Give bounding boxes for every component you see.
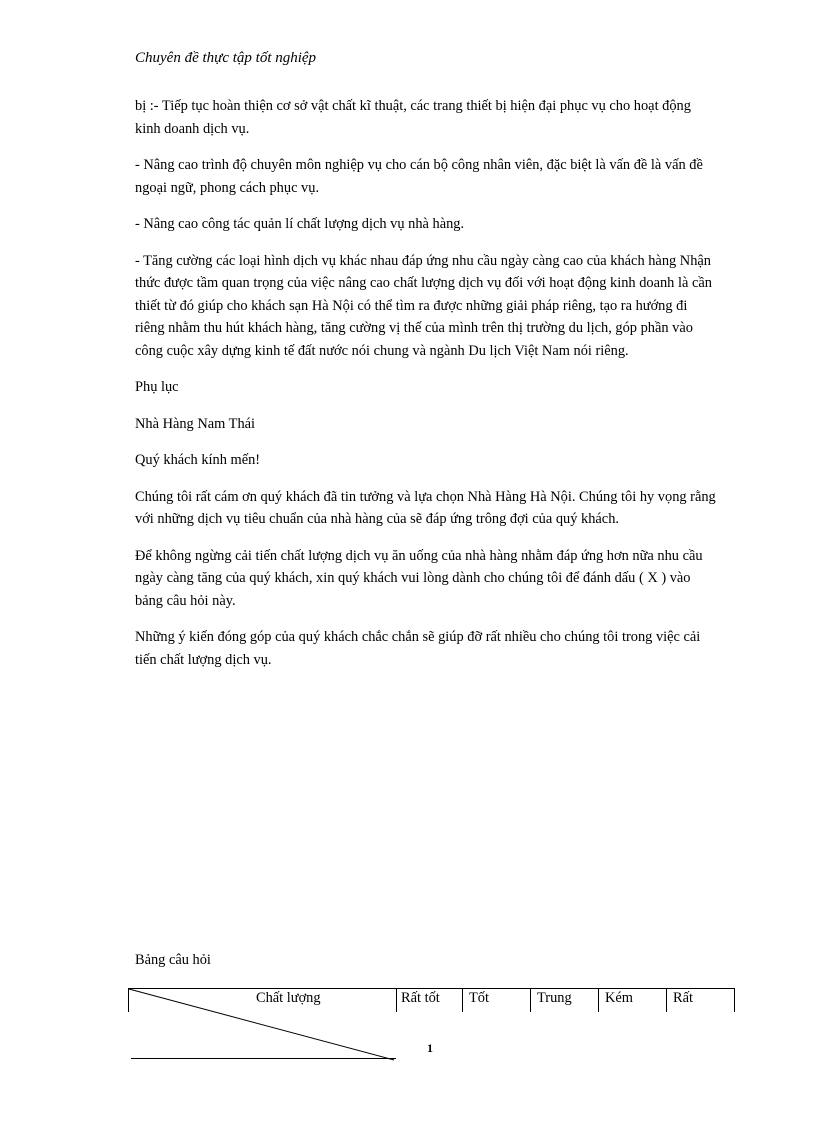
paragraph-thanks: Chúng tôi rất cám ơn quý khách đã tin tưởng và lựa chọn Nhà Hàng Hà Nội. Chúng tôi hy vọng rằng với những dịch vụ tiêu chuẩn của nhà hàng của sẽ đáp ứng trông đợi của quý khách. bbox=[135, 488, 716, 527]
column-header-very: Rất bbox=[673, 990, 693, 1006]
paragraph-2: - Nâng cao trình độ chuyên môn nghiệp vụ cho cán bộ công nhân viên, đặc biệt là vấn đề là vấn đề ngoại ngữ, phong cách phục vụ. bbox=[135, 157, 703, 196]
table-border bbox=[598, 988, 599, 1012]
paragraph-request: Để không ngừng cải tiến chất lượng dịch vụ ăn uống của nhà hàng nhằm đáp ứng hơn nữa nhu cầu ngày càng tăng của quý khách, xin quý khách vui lòng dành cho chúng tôi để đánh dấu ( X ) vào bảng câu hỏi này. bbox=[135, 547, 703, 609]
column-header-good: Tốt bbox=[469, 990, 489, 1006]
appendix-heading: Phụ lục bbox=[135, 379, 179, 395]
paragraph-1: bị :- Tiếp tục hoàn thiện cơ sở vật chất kĩ thuật, các trang thiết bị hiện đại phục vụ cho hoạt động kinh doanh dịch vụ. bbox=[135, 98, 691, 137]
paragraph-3: - Nâng cao công tác quản lí chất lượng dịch vụ nhà hàng. bbox=[135, 216, 465, 232]
paragraph-closing: Những ý kiến đóng góp của quý khách chắc chắn sẽ giúp đỡ rất nhiều cho chúng tôi trong việc cải tiến chất lượng dịch vụ. bbox=[135, 629, 701, 668]
table-border bbox=[462, 988, 463, 1012]
column-header-very-good: Rất tốt bbox=[401, 990, 440, 1006]
column-header-quality: Chất lượng bbox=[256, 990, 321, 1006]
table-border bbox=[666, 988, 667, 1012]
restaurant-name: Nhà Hàng Nam Thái bbox=[135, 415, 256, 432]
survey-title: Bảng câu hỏi bbox=[135, 952, 211, 968]
column-header-poor: Kém bbox=[605, 990, 633, 1006]
table-border-right bbox=[734, 988, 735, 1012]
footer-rule bbox=[131, 1058, 396, 1059]
page-header: Chuyên đề thực tập tốt nghiệp bbox=[135, 50, 317, 66]
column-header-average: Trung bbox=[537, 990, 572, 1006]
table-border bbox=[530, 988, 531, 1012]
document-body bbox=[135, 95, 717, 685]
paragraph-4: - Tăng cường các loại hình dịch vụ khác nhau đáp ứng nhu cầu ngày càng cao của khách hàng Nhận thức được tầm quan trọng của việc nâng cao chất lượng dịch vụ đối với hoạt động kinh doanh là cần thiết từ đó giúp cho khách sạn Hà Nội có thể tìm ra được những giải pháp riêng, tạo ra hướng đi riêng nhằm thu hút khách hàng, tăng cường vị thế của mình trên thị trường du lịch, góp phần vào công cuộc xây dựng kinh tế đất nước nói chung và ngành Du lịch Việt Nam nói riêng. bbox=[135, 252, 712, 359]
greeting: Quý khách kính mến! bbox=[135, 452, 261, 468]
page-number: 1 bbox=[427, 1041, 433, 1055]
table-diagonal-line bbox=[128, 988, 398, 1063]
